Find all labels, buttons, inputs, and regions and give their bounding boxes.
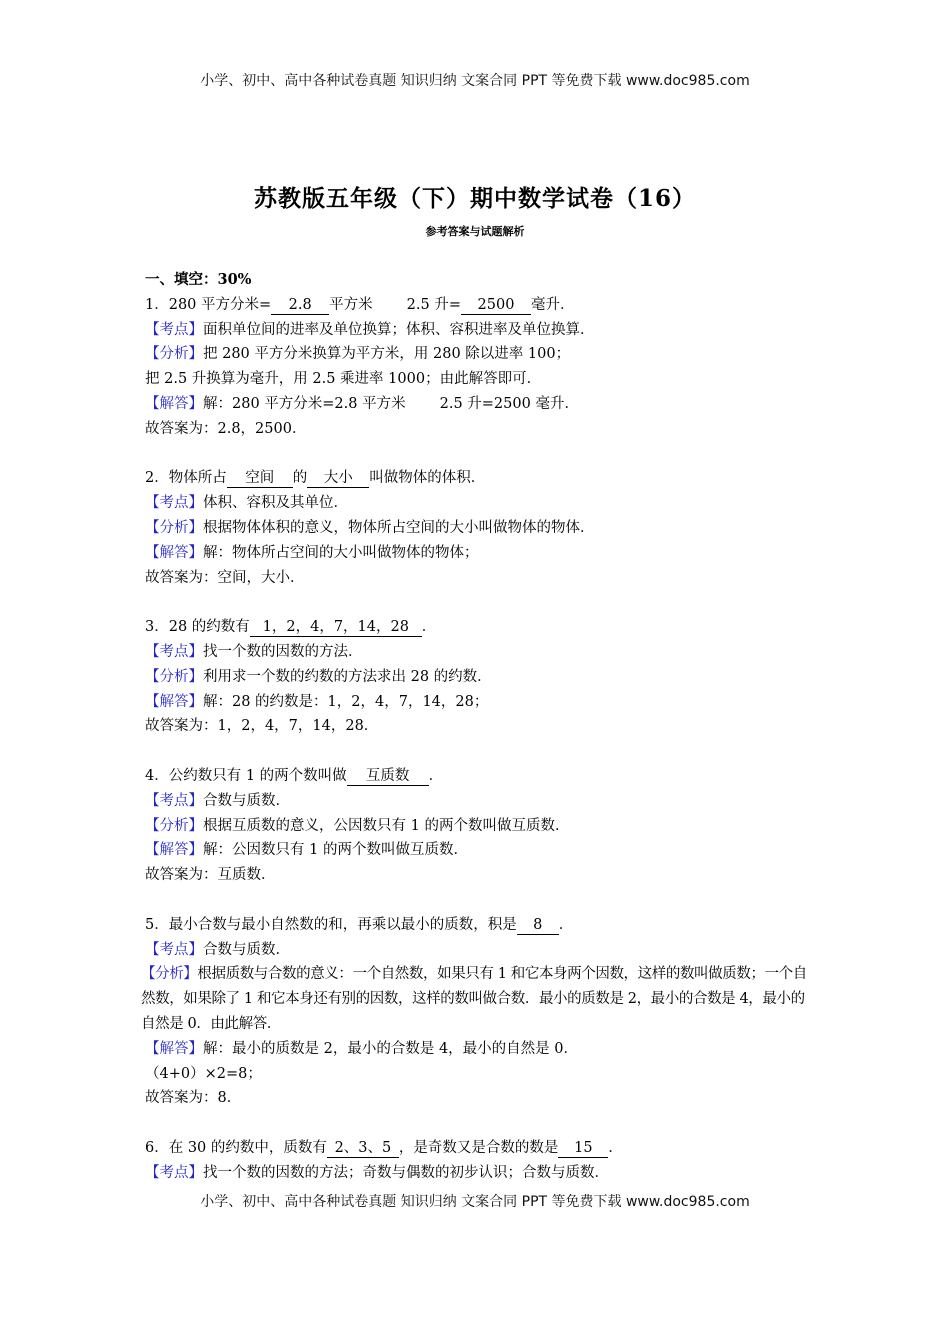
answer-blank: 空间 [227, 469, 293, 488]
fenxi-line: 【分析】把 280 平方分米换算为平方米，用 280 除以进率 100； [145, 346, 571, 363]
kaodian-line: 【考点】合数与质数． [145, 941, 290, 958]
answer-blank: 2、3、5 [327, 1139, 399, 1158]
jieda-line: 【解答】解：公因数只有 1 的两个数叫做互质数． [145, 842, 468, 859]
fenxi-tag: 【分析】 [145, 346, 203, 363]
kaodian-tag: 【考点】 [145, 792, 203, 809]
page-subtitle: 参考答案与试题解析 [425, 225, 525, 238]
jieda-line: 【解答】解：最小的质数是 2，最小的合数是 4，最小的自然是 0． [145, 1040, 579, 1057]
fenxi-tag: 【分析】 [141, 966, 198, 983]
jieda-tag: 【解答】 [145, 1040, 203, 1057]
jieda-tag: 【解答】 [145, 395, 203, 412]
answer-line: 故答案为：空间，大小． [145, 569, 305, 586]
fenxi-tag: 【分析】 [145, 817, 203, 834]
fenxi-tag: 【分析】 [145, 519, 203, 536]
kaodian-tag: 【考点】 [145, 941, 203, 958]
answer-blank: 1，2，4，7，14，28 [250, 618, 422, 637]
footer-banner: 小学、初中、高中各种试卷真题 知识归纳 文案合同 PPT 等免费下载 www.doc985.com [200, 1194, 750, 1210]
kaodian-line: 【考点】找一个数的因数的方法． [145, 643, 363, 660]
kaodian-tag: 【考点】 [145, 1164, 203, 1181]
kaodian-line: 【考点】合数与质数． [145, 792, 290, 809]
question-2: 2．物体所占 空间 的 大小 叫做物体的体积． [145, 470, 486, 487]
question-4: 4．公约数只有 1 的两个数叫做 互质数 ． [145, 767, 444, 784]
answer-line: 故答案为：互质数． [145, 867, 276, 884]
fenxi-tag: 【分析】 [145, 668, 203, 685]
question-3: 3．28 的约数有 1，2，4，7，14，28 ． [145, 619, 437, 636]
calculation-line: （4+0）×2=8； [145, 1065, 262, 1082]
answer-line: 故答案为：8． [145, 1090, 242, 1107]
fenxi-line: 【分析】利用求一个数的约数的方法求出 28 的约数． [145, 668, 492, 685]
jieda-line: 【解答】解：物体所占空间的大小叫做物体的物体； [145, 544, 479, 561]
answer-line: 故答案为：1，2，4，7，14，28． [145, 718, 379, 735]
jieda-line: 【解答】解：280 平方分米=2.8 平方米 2.5 升=2500 毫升． [145, 395, 579, 412]
fenxi-line: 【分析】根据物体体积的意义，物体所占空间的大小叫做物体的物体． [145, 519, 595, 536]
answer-line: 故答案为：2.8，2500． [145, 420, 307, 437]
kaodian-tag: 【考点】 [145, 643, 203, 660]
fenxi-line: 【分析】根据质数与合数的意义：一个自然数，如果只有 1 和它本身两个因数，这样的数叫做质数；一个自然数，如果除了 1 和它本身还有别的因数，这样的数叫做合数．最小的质数是 2，最小的合数是 4，最小的自然是 0．由此解答． [141, 966, 807, 1032]
answer-blank: 2.8 [271, 296, 329, 315]
answer-blank: 大小 [307, 469, 369, 488]
kaodian-line: 【考点】找一个数的因数的方法；奇数与偶数的初步认识；合数与质数． [145, 1164, 609, 1181]
kaodian-line: 【考点】面积单位间的进率及单位换算；体积、容积进率及单位换算． [145, 321, 595, 338]
jieda-tag: 【解答】 [145, 693, 203, 710]
answer-blank: 2500 [461, 296, 531, 315]
header-banner: 小学、初中、高中各种试卷真题 知识归纳 文案合同 PPT 等免费下载 www.doc985.com [200, 73, 750, 89]
question-6: 6．在 30 的约数中，质数有 2、3、5 ，是奇数又是合数的数是 15 ． [145, 1139, 623, 1156]
kaodian-tag: 【考点】 [145, 495, 203, 512]
jieda-tag: 【解答】 [145, 842, 203, 859]
answer-blank: 15 [558, 1139, 608, 1158]
question-1: 1．280 平方分米= 2.8 平方米 2.5 升= 2500 毫升． [145, 296, 575, 313]
jieda-line: 【解答】解：28 的约数是：1，2，4，7，14，28； [145, 693, 489, 710]
fenxi-line: 【分析】根据互质数的意义，公因数只有 1 的两个数叫做互质数． [145, 817, 570, 834]
fenxi-continuation: 把 2.5 升换算为毫升，用 2.5 乘进率 1000；由此解答即可． [145, 371, 542, 388]
jieda-tag: 【解答】 [145, 544, 203, 561]
page-title: 苏教版五年级（下）期中数学试卷（16） [253, 185, 696, 212]
kaodian-line: 【考点】体积、容积及其单位． [145, 495, 348, 512]
question-5: 5．最小合数与最小自然数的和，再乘以最小的质数，积是 8 ． [145, 916, 574, 933]
section-heading: 一、填空：30% [145, 271, 252, 288]
answer-blank: 8 [517, 916, 559, 935]
document-body [141, 268, 815, 1185]
answer-blank: 互质数 [347, 767, 429, 786]
kaodian-tag: 【考点】 [145, 321, 203, 338]
